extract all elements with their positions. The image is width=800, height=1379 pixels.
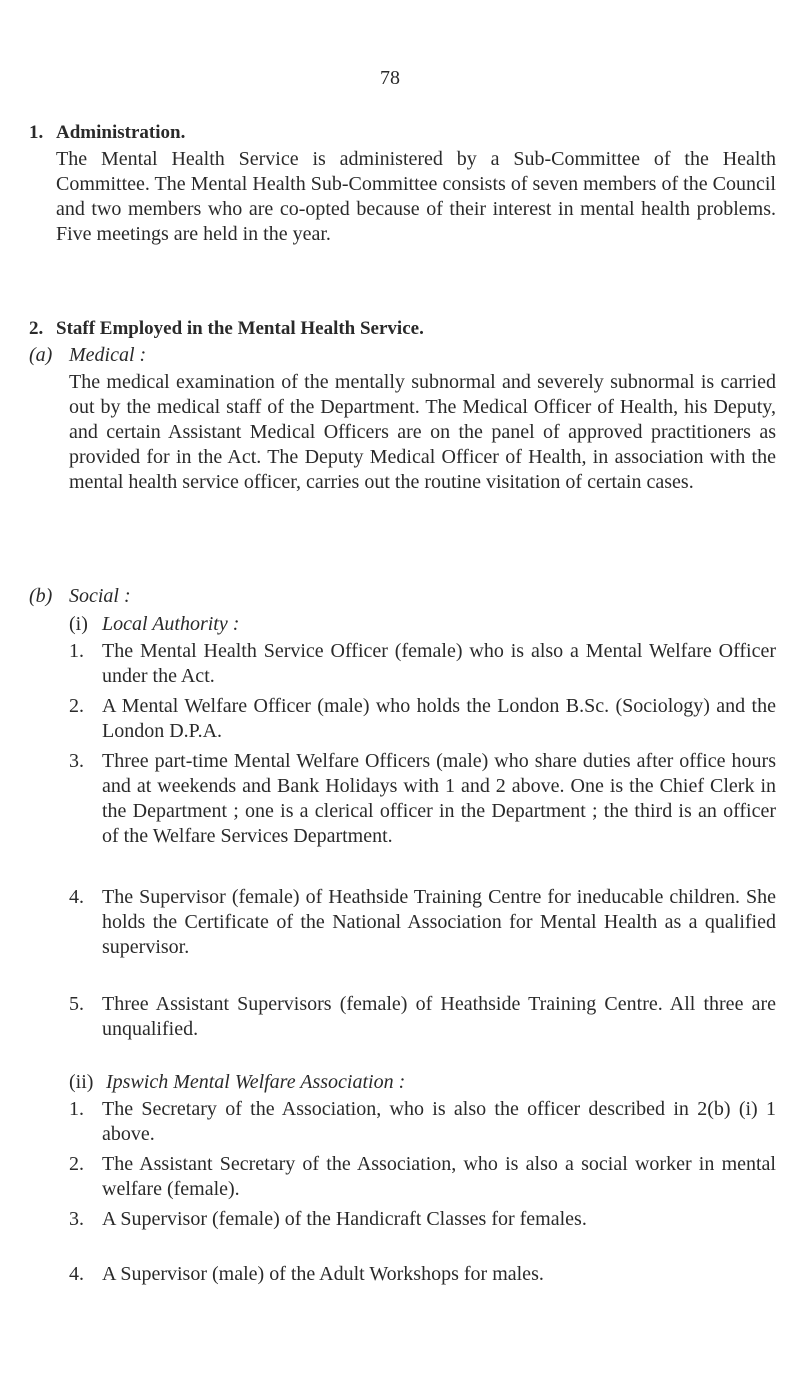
page-number: 78: [380, 67, 400, 89]
subsection-i-label: (i): [69, 613, 88, 635]
section-1-number: 1.: [29, 122, 44, 143]
section-1-heading: Administration.: [56, 122, 186, 143]
subsection-a-body: The medical examination of the mentally subnormal and severely subnormal is carried out by the medical staff of the Department. The Medical Officer of Health, his Deputy, and certain Assistant Medical Officers are on the panel of approved practitioners as provided for in the Act. The Deputy Medical Officer of Health, in association with the mental health service officer, carries out the routine visitation of certain cases.: [69, 371, 776, 493]
subsection-i-title: Local Authority :: [102, 613, 240, 635]
subsection-ii-label: (ii): [69, 1071, 94, 1093]
list-item: 3. A Supervisor (female) of the Handicraft Classes for females.: [69, 1208, 587, 1230]
list-item: 3. Three part-time Mental Welfare Officers (male) who share duties after office hours and at weekends and Bank Holidays with 1 and 2 above. One is the Chief Clerk in the Department ; one is a clerical officer in the Department ; the third is an officer of the Welfare Services Department.: [69, 750, 776, 847]
subsection-a-label: (a): [29, 344, 53, 366]
section-2-heading: Staff Employed in the Mental Health Service.: [56, 318, 424, 339]
list-item: 2. The Assistant Secretary of the Association, who is also a social worker in mental welfare (female).: [69, 1153, 776, 1200]
subsection-b-label: (b): [29, 585, 53, 607]
list-item: 5. Three Assistant Supervisors (female) of Heathside Training Centre. All three are unqualified.: [69, 993, 776, 1040]
subsection-b-title: Social :: [69, 585, 131, 607]
list-item: 1. The Secretary of the Association, who is also the officer described in 2(b) (i) 1 above.: [69, 1098, 776, 1145]
list-item: 1. The Mental Health Service Officer (female) who is also a Mental Welfare Officer under the Act.: [69, 640, 776, 687]
list-item: 4. The Supervisor (female) of Heathside Training Centre for ineducable children. She holds the Certificate of the National Association for Mental Health as a qualified supervisor.: [69, 886, 776, 958]
subsection-a-title: Medical :: [69, 344, 147, 366]
section-1-body: The Mental Health Service is administered by a Sub-Committee of the Health Committee. The Mental Health Sub-Committee consists of seven members of the Council and two members who are co-opted because of their interest in mental health problems. Five meetings are held in the year.: [56, 148, 776, 245]
section-2-number: 2.: [29, 318, 44, 339]
subsection-ii-title: Ipswich Mental Welfare Association :: [106, 1071, 406, 1093]
list-item: 4. A Supervisor (male) of the Adult Workshops for males.: [69, 1263, 544, 1285]
list-item: 2. A Mental Welfare Officer (male) who holds the London B.Sc. (Sociology) and the London D.P.A.: [69, 695, 776, 742]
